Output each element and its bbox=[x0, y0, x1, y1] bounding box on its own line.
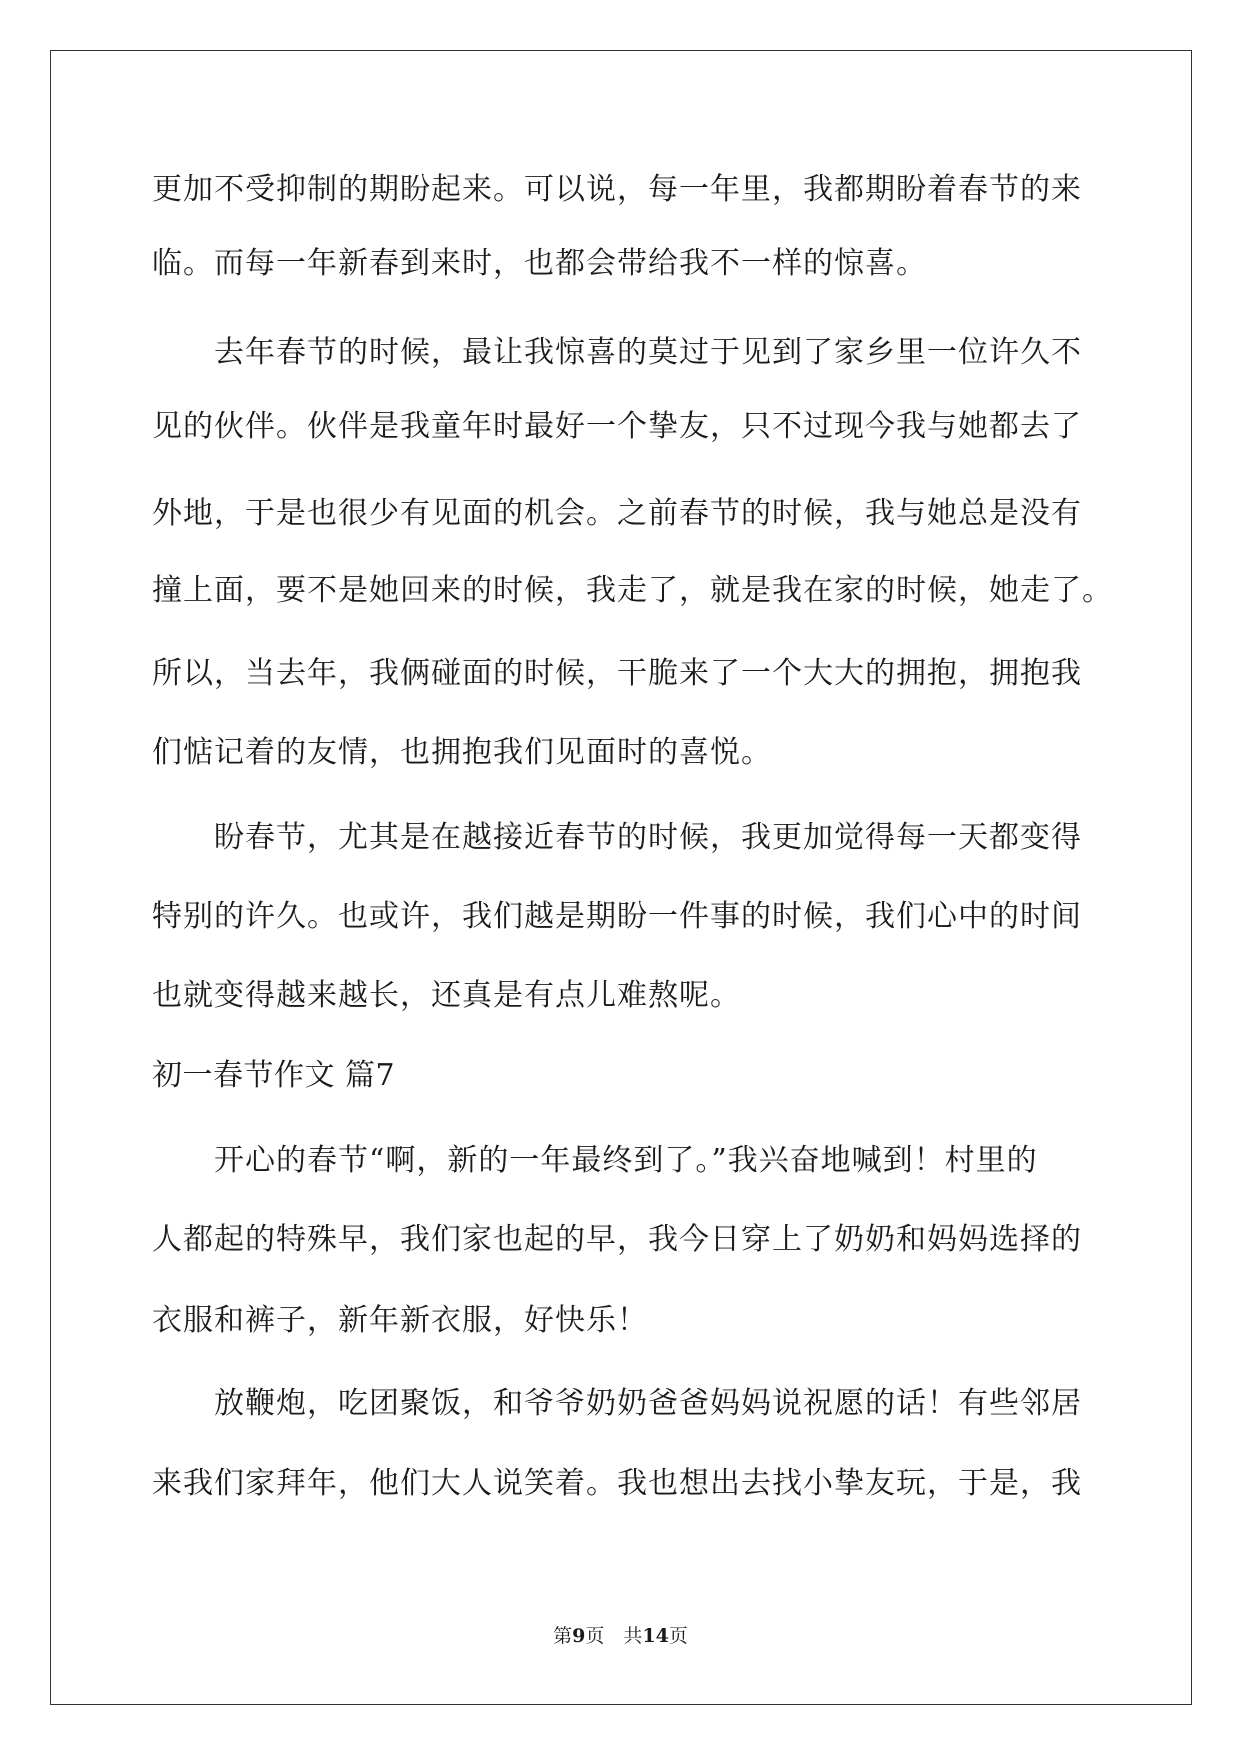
text-line: 开心的春节“啊，新的一年最终到了。”我兴奋地喊到！村里的 bbox=[152, 1143, 1038, 1178]
page-footer bbox=[0, 1624, 1241, 1648]
text-line: 外地，于是也很少有见面的机会。之前春节的时候，我与她总是没有 bbox=[152, 496, 1082, 531]
text-line: 盼春节，尤其是在越接近春节的时候，我更加觉得每一天都变得 bbox=[152, 820, 1082, 855]
text-line: 更加不受抑制的期盼起来。可以说，每一年里，我都期盼着春节的来 bbox=[152, 172, 1082, 207]
page-border bbox=[50, 50, 1192, 1705]
text-line: 人都起的特殊早，我们家也起的早，我今日穿上了奶奶和妈妈选择的 bbox=[152, 1222, 1082, 1257]
total-page-count: 14 bbox=[642, 1625, 669, 1647]
text-line: 临。而每一年新春到来时，也都会带给我不一样的惊喜。 bbox=[152, 246, 927, 281]
text-line: 所以，当去年，我俩碰面的时候，干脆来了一个大大的拥抱，拥抱我 bbox=[152, 656, 1082, 691]
section-heading: 初一春节作文 篇7 bbox=[152, 1058, 396, 1093]
text-line: 衣服和裤子，新年新衣服，好快乐！ bbox=[152, 1303, 648, 1338]
text-line: 来我们家拜年，他们大人说笑着。我也想出去找小挚友玩，于是，我 bbox=[152, 1466, 1082, 1501]
text-line: 去年春节的时候，最让我惊喜的莫过于见到了家乡里一位许久不 bbox=[152, 335, 1082, 370]
footer-page-unit: 页 bbox=[585, 1625, 605, 1647]
text-line: 也就变得越来越长，还真是有点儿难熬呢。 bbox=[152, 978, 741, 1013]
text-line: 见的伙伴。伙伴是我童年时最好一个挚友，只不过现今我与她都去了 bbox=[152, 409, 1082, 444]
current-page-number: 9 bbox=[572, 1625, 586, 1647]
footer-prefix: 第 bbox=[553, 1625, 573, 1647]
text-line: 撞上面，要不是她回来的时候，我走了，就是我在家的时候，她走了。 bbox=[152, 573, 1113, 608]
footer-total-unit: 页 bbox=[668, 1625, 688, 1647]
text-line: 放鞭炮，吃团聚饭，和爷爷奶奶爸爸妈妈说祝愿的话！有些邻居 bbox=[152, 1386, 1082, 1421]
text-line: 们惦记着的友情，也拥抱我们见面时的喜悦。 bbox=[152, 735, 772, 770]
footer-total-prefix: 共 bbox=[623, 1625, 643, 1647]
text-line: 特别的许久。也或许，我们越是期盼一件事的时候，我们心中的时间 bbox=[152, 899, 1082, 934]
